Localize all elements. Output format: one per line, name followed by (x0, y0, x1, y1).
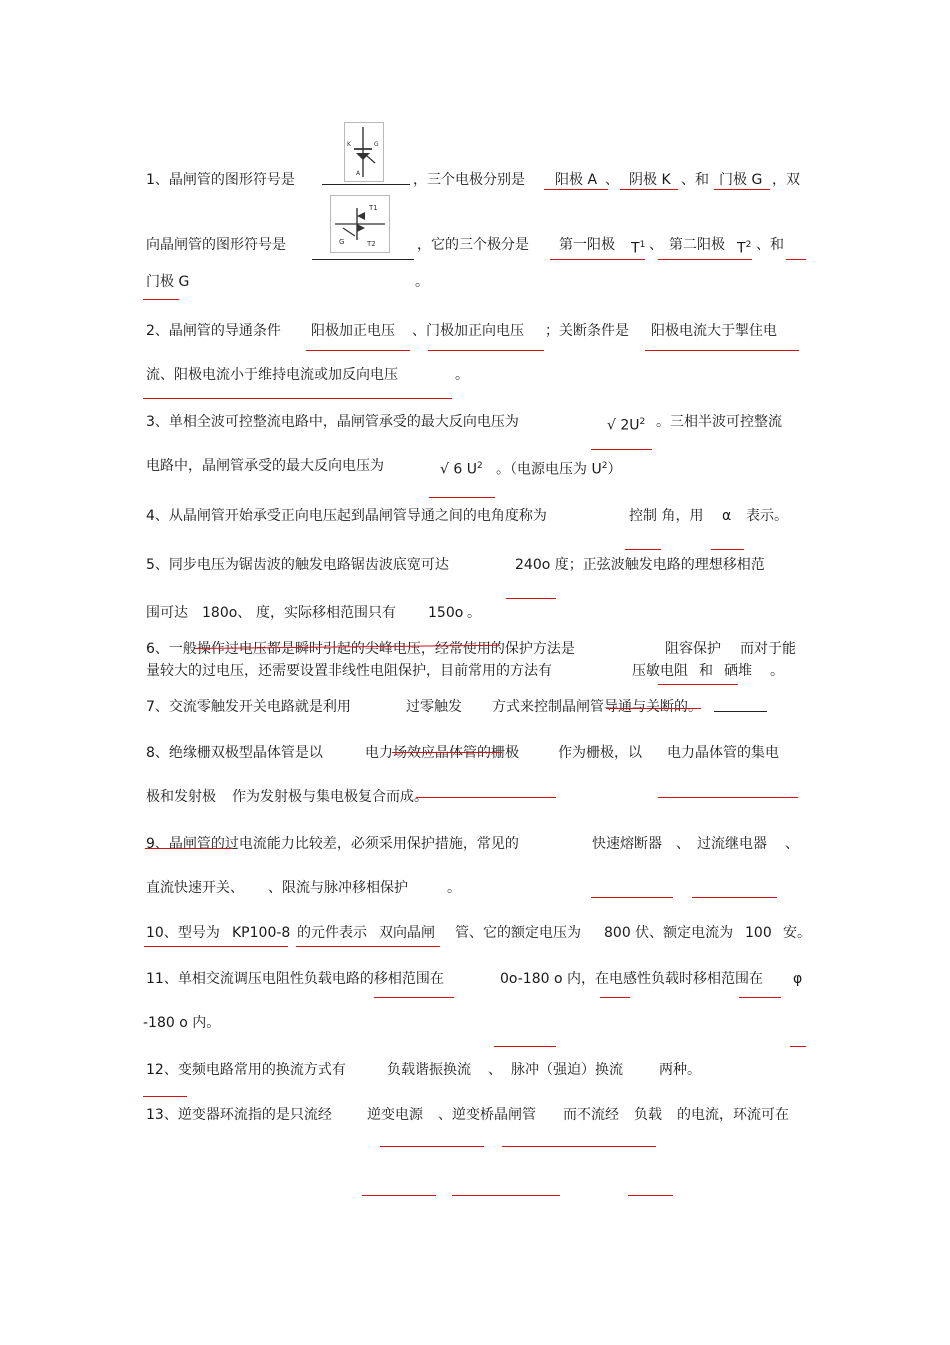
q5-answer-3: 150o (428, 605, 464, 621)
q2-text-d: ；关断条件是 (545, 323, 629, 339)
q5-answer-2: 180o、 (202, 605, 252, 621)
q9-underline-2 (692, 897, 777, 898)
q2-answer-3-cont: 流、阳极电流小于维持电流或加反向电压 (146, 367, 398, 383)
q1-text-h: ，双 (772, 172, 800, 188)
q1-text-i: 向晶闸管的图形符号是 (146, 237, 286, 253)
q6-underline-1 (658, 684, 738, 685)
q2-answer-2: 、门极加正向电压 (412, 323, 524, 339)
q3-text-f: 。（电源电压为 $U^2$） (496, 461, 622, 478)
q7-strike-line (606, 708, 701, 709)
q8-answer-1: 电力场效应晶体管的栅极 (365, 745, 519, 761)
q1-answer-t1-letter: $T^1$ (631, 240, 646, 257)
q12-answer-1: 负载谐振换流 (387, 1062, 471, 1078)
sym1-label-a: A (356, 170, 361, 177)
q4-text-d: 表示。 (746, 508, 788, 524)
q10-underline-2 (296, 946, 440, 947)
q6-text-f: 和 (699, 663, 713, 679)
q5-text-c: 围可达 (146, 605, 188, 621)
q13-text-d: 而不流经 (563, 1107, 619, 1123)
q5-answer-1: 240o 度；正弦波触发电路的理想移相范 (515, 557, 765, 573)
q8-text-c: 作为栅极，以 (558, 745, 642, 761)
q1-text-m: 、 (649, 237, 663, 253)
q2-underline-4 (143, 398, 452, 399)
q2-answer-1: 阳极加正电压 (311, 323, 395, 339)
q1-answer-cathode: 阴极 K (629, 172, 671, 188)
q2-underline-2 (428, 350, 544, 351)
q5-text-g: 。 (467, 605, 481, 621)
q2-underline-1 (306, 350, 410, 351)
q1-underline-6 (786, 259, 806, 260)
thyristor-symbol (344, 122, 384, 182)
q3-text-a: 3、单相全波可控整流电路中，晶闸管承受的最大反向电压为 (146, 414, 519, 430)
q5-text-a: 5、同步电压为锯齿波的触发电路锯齿波底宽可达 (146, 557, 449, 573)
q6-text-d: 量较大的过电压，还需要设置非线性电阻保护，目前常用的方法有 (146, 663, 552, 679)
q13-underline-4 (452, 1195, 560, 1196)
q10-answer-current: 100 (745, 925, 772, 941)
q1-text-d: 、 (605, 172, 619, 188)
q10-text-c: 的元件表示 (297, 925, 367, 941)
q9-text-h: 。 (447, 880, 461, 896)
q3-answer-2: √ 6 $U^2$ (440, 461, 483, 478)
q11-underline-1 (374, 997, 454, 998)
q4-answer: 控制 角，用 (629, 508, 704, 524)
q1-answer-t2-label: 第二阳极 (669, 237, 725, 253)
q10-text-h: 安。 (783, 925, 811, 941)
q4-answer-alpha: α (722, 508, 732, 524)
q9-answer-3: 直流快速开关、 (146, 880, 244, 896)
q1-answer-t1-label: 第一阳极 (559, 237, 615, 253)
q9-text-e: 、 (785, 836, 799, 852)
q8-underline-2 (658, 797, 798, 798)
q12-underline-1 (143, 1096, 187, 1097)
q7-answer: 过零触发 (406, 699, 462, 715)
q11-answer-2: -180 o 内。 (143, 1015, 221, 1031)
q13-text-a: 13、逆变器环流指的是只流经 (146, 1107, 332, 1123)
q13-answer-2: 、逆变桥晶闸管 (438, 1107, 536, 1123)
q3-underline-1 (591, 449, 652, 450)
q12-answer-2: 脉冲（强迫）换流 (511, 1062, 623, 1078)
q5-underline-1 (506, 598, 556, 599)
q4-text-a: 4、从晶闸管开始承受正向电压起到晶闸管导通之间的电角度称为 (146, 508, 547, 524)
q11-answer-phi: φ (793, 971, 803, 987)
q10-answer-type: 双向晶闸 (379, 925, 435, 941)
q2-text-a: 2、晶闸管的导通条件 (146, 323, 281, 339)
q1-underline-7 (143, 299, 179, 300)
q13-answer-3: 负载 (634, 1107, 662, 1123)
q1-answer-gate-2: 门极 G (146, 274, 190, 290)
q1-blank-line-1 (322, 184, 410, 185)
q1-underline-1 (544, 189, 608, 190)
q1-text-a: 1、晶闸管的图形符号是 (146, 172, 295, 188)
q3-underline-2 (429, 497, 495, 498)
q1-text-p: 、和 (756, 237, 784, 253)
q6-text-h: 。 (770, 663, 784, 679)
q12-text-c: 、 (488, 1062, 502, 1078)
q13-underline-1 (380, 1146, 484, 1147)
q13-underline-3 (362, 1195, 436, 1196)
q3-text-d: 电路中，晶闸管承受的最大反向电压为 (146, 458, 384, 474)
q8-strike-line (392, 752, 502, 753)
q8-answer-2-cont: 极和发射极 (146, 789, 216, 805)
q11-underline-4 (494, 1046, 556, 1047)
q9-strike-line (145, 848, 231, 849)
q1-underline-4 (550, 259, 645, 260)
sym2-label-t1: T1 (369, 204, 378, 212)
q9-text-a: 9、晶闸管的过电流能力比较差，必须采用保护措施，常见的 (146, 836, 519, 852)
triac-symbol (330, 195, 390, 253)
q11-underline-3 (739, 997, 781, 998)
q9-answer-4: 、限流与脉冲移相保护 (268, 880, 408, 896)
q5-text-e: 度，实际移相范围只有 (256, 605, 396, 621)
q6-answer-2: 压敏电阻 (632, 663, 688, 679)
q11-answer-1: 0o-180 o 内，在电感性负载时移相范围在 (500, 971, 763, 987)
q1-text-j: ，它的三个极分是 (417, 237, 529, 253)
q9-answer-1: 快速熔断器 (592, 836, 662, 852)
q12-text-e: 两种。 (659, 1062, 701, 1078)
q1-answer-gate: 门极 G (719, 172, 763, 188)
q4-underline-1 (625, 549, 661, 550)
q2-answer-3: 阳极电流大于掣住电 (651, 323, 777, 339)
q1-blank-line-2 (312, 259, 414, 260)
q10-answer-voltage: 800 伏、额定电流为 (604, 925, 734, 941)
q2-underline-3 (645, 350, 799, 351)
sym1-label-k: K (347, 141, 351, 148)
q8-text-a: 8、绝缘栅双极型晶体管是以 (146, 745, 323, 761)
q10-answer-model: KP100-8 (232, 925, 291, 941)
q8-answer-2: 电力晶体管的集电 (667, 745, 779, 761)
q10-underline-1 (144, 946, 288, 947)
q1-underline-5 (658, 259, 752, 260)
q7-text-a: 7、交流零触发开关电路就是利用 (146, 699, 351, 715)
q6-text-c: 而对于能 (740, 641, 796, 657)
q8-underline-1 (416, 797, 556, 798)
q1-text-r: 。 (415, 274, 429, 290)
q11-text-a: 11、单相交流调压电阻性负载电路的移相范围在 (146, 971, 444, 987)
sym2-label-g: G (339, 238, 345, 246)
q13-text-f: 的电流，环流可在 (677, 1107, 789, 1123)
q6-answer-1: 阻容保护 (665, 641, 721, 657)
q9-underline-1 (591, 897, 673, 898)
q6-text-a: 6、一般操作过电压都是瞬时引起的尖峰电压，经常使用的保护方法是 (146, 641, 575, 657)
q3-answer-1: √ $2U^2$ (607, 417, 646, 434)
q11-underline-5 (790, 1046, 806, 1047)
q1-underline-2 (620, 189, 678, 190)
sym1-label-g: G (374, 141, 379, 148)
q9-text-c: 、 (676, 836, 690, 852)
q6-answer-3: 硒堆 (724, 663, 752, 679)
q13-underline-2 (502, 1146, 656, 1147)
q1-text-b: ，三个电极分别是 (413, 172, 525, 188)
q1-text-f: 、和 (681, 172, 709, 188)
q12-text-a: 12、变频电路常用的换流方式有 (146, 1062, 346, 1078)
q1-answer-anode: 阳极 A (555, 172, 598, 188)
q11-underline-2 (600, 997, 630, 998)
q3-text-c: 。三相半波可控整流 (656, 414, 782, 430)
q7-text-c: 方式来控制晶闸管导通与关断的。 (492, 699, 702, 715)
q13-underline-5 (628, 1195, 673, 1196)
q1-answer-t2-letter: $T^2$ (737, 240, 752, 257)
q2-text-g: 。 (455, 367, 469, 383)
q9-answer-2: 过流继电器 (697, 836, 767, 852)
q4-underline-2 (711, 549, 744, 550)
sym2-label-t2: T2 (367, 240, 376, 248)
q10-text-a: 10、型号为 (146, 925, 220, 941)
q8-text-f: 作为发射极与集电极复合而成。 (232, 789, 428, 805)
q13-answer-1: 逆变电源 (367, 1107, 423, 1123)
q1-underline-3 (714, 189, 770, 190)
q7-blank-line (714, 711, 767, 712)
q10-text-e: 管、它的额定电压为 (455, 925, 581, 941)
